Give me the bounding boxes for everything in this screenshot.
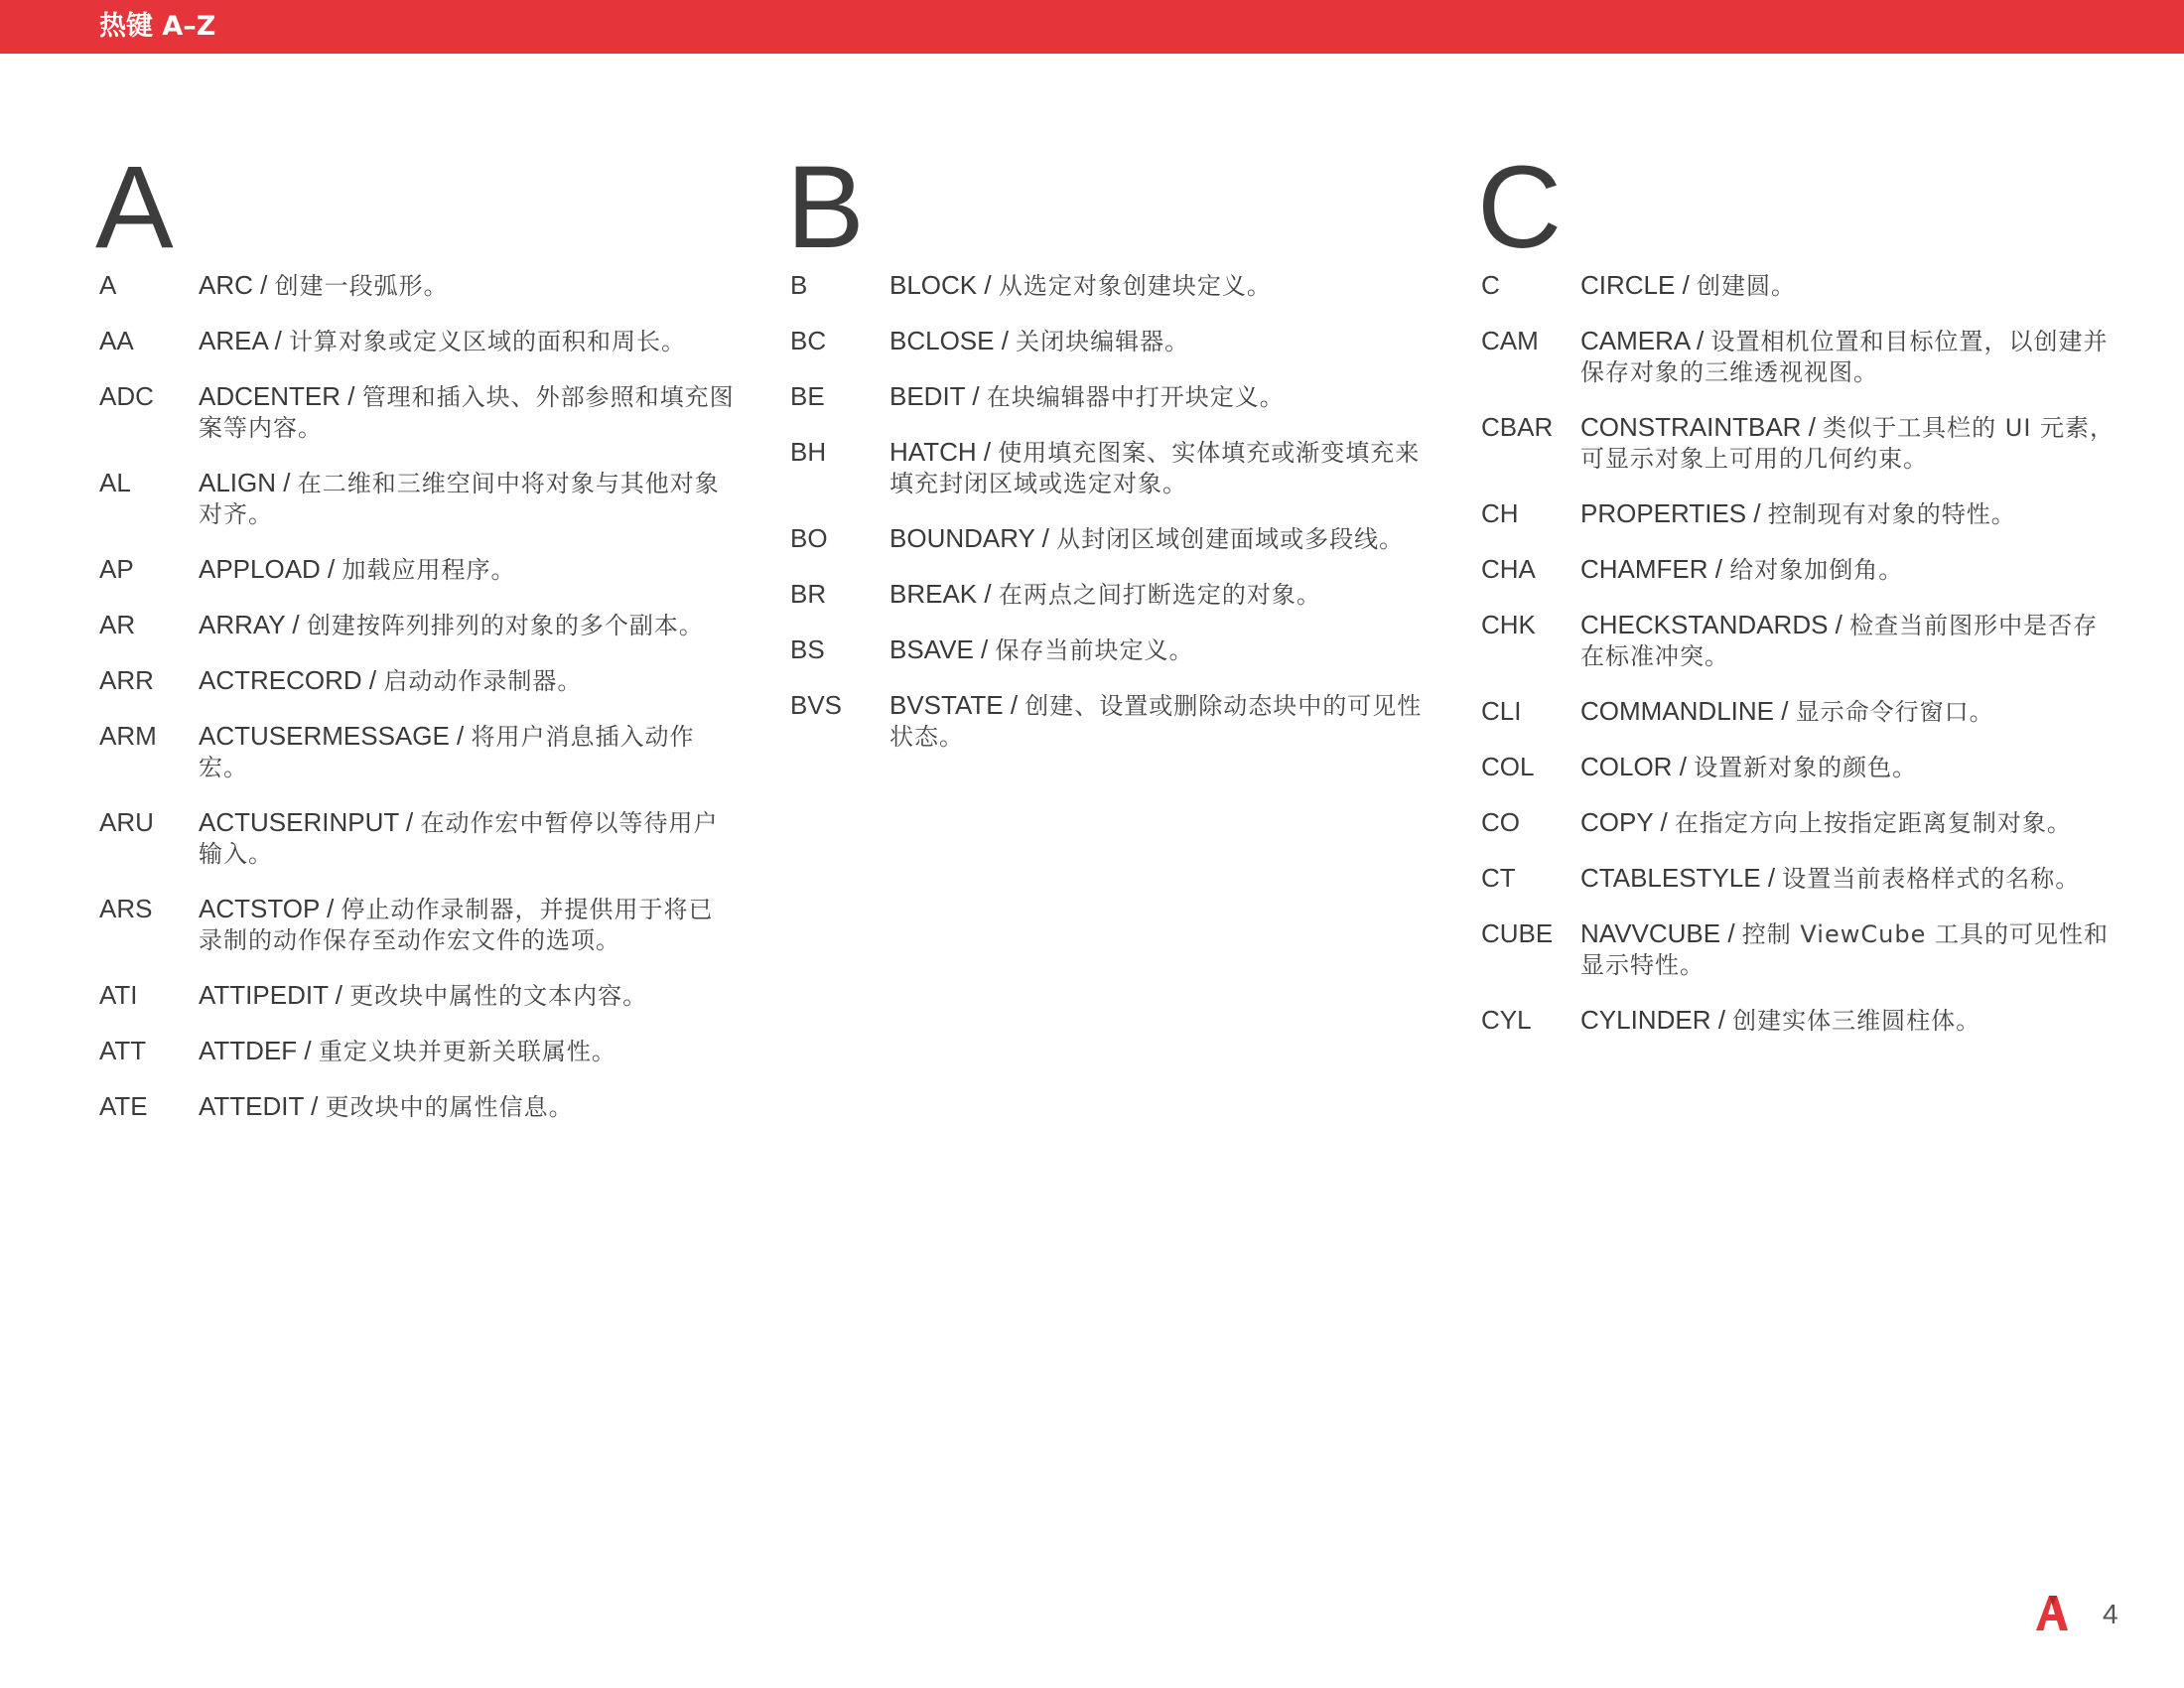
shortcut-key: ARR	[99, 665, 154, 695]
shortcut-description	[199, 721, 735, 783]
section-letter: A	[95, 142, 174, 273]
command-name: APPLOAD	[199, 554, 321, 584]
shortcut-description	[889, 270, 1426, 302]
command-name: NAVVCUBE	[1580, 918, 1721, 948]
separator: /	[285, 610, 307, 639]
command-description: 创建、设置或删除动态块中的可见性状态。	[889, 692, 1423, 751]
shortcut-entry	[1481, 863, 2116, 895]
command-description: 检查当前图形中是否存在标准冲突。	[1580, 612, 2099, 670]
shortcut-key: COL	[1481, 752, 1535, 781]
shortcut-key: ARU	[99, 807, 154, 837]
shortcut-entry	[790, 437, 1426, 499]
section-b	[786, 142, 1426, 776]
command-description: 显示命令行窗口。	[1795, 698, 1994, 726]
command-description: 更改块中属性的文本内容。	[349, 982, 648, 1010]
separator: /	[1675, 270, 1698, 300]
command-name: ACTUSERMESSAGE	[199, 721, 450, 751]
shortcut-description	[889, 381, 1426, 413]
separator: /	[328, 980, 350, 1010]
command-description: 设置新对象的颜色。	[1694, 754, 1918, 781]
shortcut-description	[199, 894, 735, 956]
autodesk-a-logo-icon	[2034, 1593, 2070, 1632]
shortcut-entry	[790, 690, 1426, 753]
shortcut-key: ATI	[99, 980, 138, 1010]
command-description: 关闭块编辑器。	[1016, 328, 1190, 355]
shortcut-description	[1580, 326, 2116, 388]
command-name: PROPERTIES	[1580, 498, 1747, 528]
command-description: 创建一段弧形。	[274, 272, 449, 300]
command-description: 创建实体三维圆柱体。	[1732, 1007, 1981, 1035]
command-description: 在二维和三维空间中将对象与其他对象对齐。	[199, 470, 720, 528]
command-name: CHECKSTANDARDS	[1580, 610, 1829, 639]
command-name: BREAK	[889, 579, 978, 609]
command-description: 控制现有对象的特性。	[1767, 500, 2016, 528]
shortcut-key: C	[1481, 270, 1500, 300]
separator: /	[252, 270, 275, 300]
separator: /	[1707, 554, 1730, 584]
command-name: ACTSTOP	[199, 894, 320, 923]
shortcut-entry	[99, 270, 735, 302]
shortcut-entry	[790, 270, 1426, 302]
shortcut-key: ARM	[99, 721, 157, 751]
command-name: CONSTRAINTBAR	[1580, 412, 1802, 442]
separator: /	[965, 381, 987, 411]
command-name: HATCH	[889, 437, 977, 467]
shortcut-description	[199, 980, 735, 1012]
shortcut-entry	[1481, 752, 2116, 783]
command-description: 启动动作录制器。	[383, 667, 583, 695]
shortcut-entry	[1481, 610, 2116, 672]
shortcut-entry	[1481, 918, 2116, 981]
shortcut-key: ATE	[99, 1091, 148, 1121]
separator: /	[1689, 326, 1711, 355]
command-description: 停止动作录制器，并提供用于将已录制的动作保存至动作宏文件的选项。	[199, 896, 714, 954]
command-name: BEDIT	[889, 381, 966, 411]
shortcut-description	[199, 326, 735, 357]
command-description: 从封闭区域创建面域或多段线。	[1056, 525, 1405, 553]
separator: /	[449, 721, 472, 751]
shortcut-description	[1580, 1005, 2116, 1037]
shortcut-description	[1580, 918, 2116, 981]
shortcut-key: CUBE	[1481, 918, 1554, 948]
separator: /	[977, 270, 999, 300]
command-description: 保存当前块定义。	[995, 636, 1194, 664]
shortcut-entry	[790, 381, 1426, 413]
shortcut-key: CLI	[1481, 696, 1522, 726]
separator: /	[1720, 918, 1742, 948]
shortcut-key: CYL	[1481, 1005, 1532, 1035]
command-name: COMMANDLINE	[1580, 696, 1775, 726]
separator: /	[977, 579, 999, 609]
separator: /	[1653, 807, 1675, 837]
command-description: 加载应用程序。	[341, 556, 516, 584]
command-name: CHAMFER	[1580, 554, 1708, 584]
separator: /	[361, 665, 384, 695]
shortcut-key: ARS	[99, 894, 153, 923]
separator: /	[1672, 752, 1695, 781]
command-name: CAMERA	[1580, 326, 1690, 355]
entry-list	[1481, 270, 2116, 1037]
separator: /	[973, 634, 996, 664]
command-description: 计算对象或定义区域的面积和周长。	[289, 328, 687, 355]
shortcut-key: CBAR	[1481, 412, 1554, 442]
shortcut-entry	[790, 579, 1426, 611]
shortcut-description	[889, 326, 1426, 357]
shortcut-description	[1580, 270, 2116, 302]
shortcut-description	[199, 610, 735, 641]
shortcut-entry	[99, 894, 735, 956]
command-name: CYLINDER	[1580, 1005, 1711, 1035]
command-name: BVSTATE	[889, 690, 1004, 720]
command-name: ATTEDIT	[199, 1091, 304, 1121]
command-name: BSAVE	[889, 634, 974, 664]
shortcut-entry	[790, 634, 1426, 666]
shortcut-entry	[790, 326, 1426, 357]
command-description: 在块编辑器中打开块定义。	[986, 383, 1285, 411]
shortcut-entry	[1481, 554, 2116, 586]
shortcut-description	[889, 437, 1426, 499]
shortcut-entry	[99, 721, 735, 783]
shortcut-key: CAM	[1481, 326, 1539, 355]
page-title: 热键 A–Z	[99, 11, 216, 42]
command-name: BOUNDARY	[889, 523, 1035, 553]
command-description: 在动作宏中暂停以等待用户输入。	[199, 809, 719, 868]
shortcut-entry	[1481, 1005, 2116, 1037]
shortcut-key: AP	[99, 554, 134, 584]
shortcut-entry	[99, 1036, 735, 1067]
shortcut-entry	[99, 554, 735, 586]
separator: /	[1034, 523, 1057, 553]
shortcut-key: B	[790, 270, 808, 300]
shortcut-key: BH	[790, 437, 827, 467]
command-name: COLOR	[1580, 752, 1673, 781]
command-description: 在指定方向上按指定距离复制对象。	[1674, 809, 2072, 837]
section-letter: C	[1477, 142, 1563, 273]
command-name: ACTRECORD	[199, 665, 362, 695]
shortcut-key: A	[99, 270, 117, 300]
shortcut-description	[889, 634, 1426, 666]
shortcut-entry	[99, 807, 735, 870]
shortcut-entry	[99, 468, 735, 530]
shortcut-key: CH	[1481, 498, 1519, 528]
shortcut-description	[889, 690, 1426, 753]
section-c	[1477, 142, 2116, 1060]
shortcut-key: BS	[790, 634, 825, 664]
command-description: 给对象加倒角。	[1729, 556, 1904, 584]
shortcut-description	[1580, 752, 2116, 783]
shortcut-entry	[1481, 696, 2116, 728]
shortcut-description	[1580, 610, 2116, 672]
page-number: 4	[2103, 1599, 2118, 1629]
shortcut-key: BE	[790, 381, 825, 411]
command-name: AREA	[199, 326, 268, 355]
shortcut-description	[1580, 554, 2116, 586]
command-name: ARC	[199, 270, 253, 300]
command-description: 创建按阵列排列的对象的多个副本。	[306, 612, 704, 639]
shortcut-entry	[99, 610, 735, 641]
shortcut-entry	[99, 665, 735, 697]
shortcut-key: CO	[1481, 807, 1520, 837]
shortcut-entry	[1481, 412, 2116, 475]
command-name: ARRAY	[199, 610, 286, 639]
separator: /	[1760, 863, 1783, 893]
command-description: 创建圆。	[1697, 272, 1797, 300]
shortcut-description	[889, 579, 1426, 611]
shortcut-key: BR	[790, 579, 827, 609]
shortcut-entry	[1481, 326, 2116, 388]
separator: /	[320, 554, 342, 584]
command-name: CIRCLE	[1580, 270, 1676, 300]
shortcut-key: CHK	[1481, 610, 1536, 639]
shortcut-description	[889, 523, 1426, 555]
shortcut-key: AL	[99, 468, 131, 497]
shortcut-key: CT	[1481, 863, 1516, 893]
shortcut-description	[199, 270, 735, 302]
header-bar	[0, 0, 2184, 54]
shortcut-entry	[1481, 498, 2116, 530]
command-description: 重定义块并更新关联属性。	[318, 1038, 616, 1065]
command-description: 从选定对象创建块定义。	[998, 272, 1272, 300]
separator: /	[994, 326, 1017, 355]
shortcut-description	[199, 468, 735, 530]
shortcut-key: CHA	[1481, 554, 1536, 584]
separator: /	[1828, 610, 1850, 639]
shortcut-key: AR	[99, 610, 136, 639]
command-description: 将用户消息插入动作宏。	[199, 723, 695, 781]
command-name: ATTDEF	[199, 1036, 298, 1065]
shortcut-description	[199, 807, 735, 870]
command-description: 控制 ViewCube 工具的可见性和显示特性。	[1580, 920, 2109, 979]
separator: /	[1774, 696, 1796, 726]
command-name: ATTIPEDIT	[199, 980, 329, 1010]
shortcut-key: ADC	[99, 381, 154, 411]
entry-list	[790, 270, 1426, 753]
shortcut-description	[1580, 807, 2116, 839]
command-name: ALIGN	[199, 468, 277, 497]
section-letter: B	[786, 142, 865, 273]
command-name: BLOCK	[889, 270, 978, 300]
shortcut-description	[199, 381, 735, 444]
command-description: 设置相机位置和目标位置，以创建并保存对象的三维透视视图。	[1580, 328, 2109, 386]
command-name: CTABLESTYLE	[1580, 863, 1761, 893]
shortcut-entry	[99, 326, 735, 357]
separator: /	[1746, 498, 1768, 528]
separator: /	[303, 1091, 326, 1121]
separator: /	[1003, 690, 1025, 720]
shortcut-entry	[99, 381, 735, 444]
command-description: 在两点之间打断选定的对象。	[998, 581, 1321, 609]
shortcut-description	[199, 1036, 735, 1067]
command-name: BCLOSE	[889, 326, 995, 355]
separator: /	[1801, 412, 1824, 442]
shortcut-description	[1580, 498, 2116, 530]
shortcut-entry	[99, 980, 735, 1012]
command-description: 类似于工具栏的 UI 元素，可显示对象上可用的几何约束。	[1580, 414, 2116, 473]
shortcut-description	[1580, 696, 2116, 728]
separator: /	[276, 468, 298, 497]
section-a	[95, 142, 735, 1147]
shortcut-key: AA	[99, 326, 134, 355]
command-name: ACTUSERINPUT	[199, 807, 399, 837]
shortcut-entry	[790, 523, 1426, 555]
shortcut-description	[199, 554, 735, 586]
command-description: 管理和插入块、外部参照和填充图案等内容。	[199, 383, 735, 442]
shortcut-description	[1580, 412, 2116, 475]
shortcut-entry	[1481, 270, 2116, 302]
separator: /	[319, 894, 341, 923]
shortcut-key: BC	[790, 326, 827, 355]
separator: /	[398, 807, 421, 837]
command-description: 使用填充图案、实体填充或渐变填充来填充封闭区域或选定对象。	[889, 439, 1421, 497]
shortcut-entry	[99, 1091, 735, 1123]
separator: /	[297, 1036, 319, 1065]
separator: /	[267, 326, 290, 355]
command-description: 更改块中的属性信息。	[325, 1093, 574, 1121]
shortcut-description	[199, 665, 735, 697]
shortcut-description	[1580, 863, 2116, 895]
command-description: 设置当前表格样式的名称。	[1782, 865, 2081, 893]
shortcut-description	[199, 1091, 735, 1123]
separator: /	[1710, 1005, 1733, 1035]
entry-list	[99, 270, 735, 1123]
shortcut-entry	[1481, 807, 2116, 839]
command-name: ADCENTER	[199, 381, 341, 411]
command-name: COPY	[1580, 807, 1654, 837]
shortcut-key: ATT	[99, 1036, 147, 1065]
separator: /	[341, 381, 362, 411]
separator: /	[976, 437, 999, 467]
shortcut-key: BVS	[790, 690, 843, 720]
shortcut-key: BO	[790, 523, 828, 553]
